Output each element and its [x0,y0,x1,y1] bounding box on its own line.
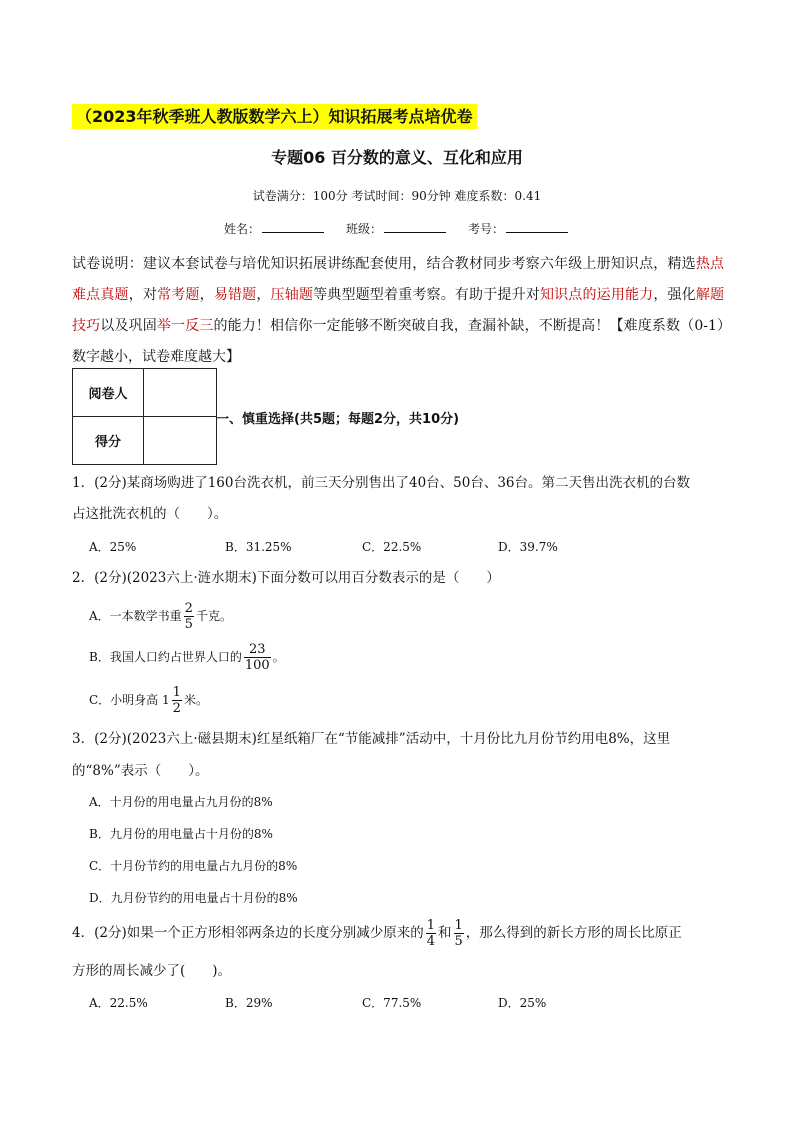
exam-instructions [72,249,724,373]
q2-option-a-unit: 千克。 [195,609,232,623]
name-blank[interactable] [262,220,324,233]
q2-option-c-unit: 米。 [183,693,208,707]
mixed-whole: 1 [162,693,170,707]
id-blank[interactable] [506,220,568,233]
q3-option-d[interactable]: D．九月份节约的用电量占十月份的8% [89,891,298,905]
fraction-numerator: 1 [172,685,181,700]
q2-option-b[interactable] [89,637,285,677]
reviewer-cell[interactable] [144,369,217,417]
class-label: 班级： [345,222,382,236]
q4-option-a[interactable]: A．22.5% [89,996,148,1010]
q4-option-d[interactable]: D．25% [498,996,547,1010]
fraction-denominator: 100 [244,658,270,673]
question-4-line1 [72,913,682,953]
fraction-numerator: 1 [426,918,435,933]
intro-text: ， [256,287,271,303]
q2-option-b-end: 。 [272,650,285,664]
score-label: 得分 [73,417,144,465]
q1-option-d[interactable]: D．39.7% [498,540,558,554]
name-label: 姓名： [223,222,260,236]
q4-text-pre: 4．(2分)如果一个正方形相邻两条边的长度分别减少原来的 [72,925,424,941]
intro-text: 试卷说明：建议本套试卷与培优知识拓展讲练配套使用，结合教材同步考察六年级上册知识点，精选 [72,256,696,272]
fraction-numerator: 2 [184,601,193,616]
intro-highlight: 易错题 [213,287,257,303]
question-4-line2: 方形的周长减少了( )。 [72,963,232,979]
intro-text: ，对 [128,287,158,303]
fraction-numerator: 1 [454,918,463,933]
intro-text: 等典型题型着重考察。有助于提升对 [313,287,540,303]
q4-text-and: 和 [438,925,452,941]
intro-text: ， [199,287,214,303]
fraction [172,685,182,716]
intro-highlight: 解题技巧 [72,287,725,334]
q4-option-c[interactable]: C．77.5% [362,996,422,1010]
id-label: 考号： [468,222,505,236]
exam-banner: （2023年秋季班人教版数学六上）知识拓展考点培优卷 [72,104,477,129]
question-3-line2: 的“8%”表示（ ）。 [72,763,209,779]
q2-option-c-text: C．小明身高 [89,693,159,707]
q3-option-a[interactable]: A．十月份的用电量占九月份的8% [89,795,273,809]
q1-option-b[interactable]: B．31.25% [225,540,292,554]
question-1-line1: 1．(2分)某商场购进了160台洗衣机，前三天分别售出了40台、50台、36台。第二天售出洗衣机的台数 [72,475,691,491]
question-2-line1: 2．(2分)(2023六上·涟水期末)下面分数可以用百分数表示的是（ ） [72,570,500,586]
fraction [454,918,464,949]
q3-option-b[interactable]: B．九月份的用电量占十月份的8% [89,827,273,841]
intro-highlight: 热点难点真题 [72,256,725,303]
q1-option-c[interactable]: C．22.5% [362,540,422,554]
question-1-line2: 占这批洗衣机的（ ）。 [72,506,228,522]
q3-option-c[interactable]: C．十月份节约的用电量占九月份的8% [89,859,298,873]
fraction-denominator: 5 [454,934,463,949]
reviewer-label: 阅卷人 [73,369,144,417]
intro-highlight: 常考题 [157,287,200,303]
q4-text-post: ，那么得到的新长方形的周长比原正 [465,925,682,941]
fraction-denominator: 2 [172,701,181,716]
score-cell[interactable] [144,417,217,465]
q2-option-a[interactable] [89,596,232,636]
intro-text: 的能力！相信你一定能够不断突破自我，查漏补缺，不断提高！【难度系数（0-1）数字越小，试卷难度越大】 [72,318,725,365]
grader-table [72,368,217,465]
fraction-denominator: 5 [184,617,193,632]
q2-option-b-text: B．我国人口约占世界人口的 [89,650,242,664]
fraction [244,642,271,673]
exam-meta: 试卷满分：100分 考试时间：90分钟 难度系数：0.41 [252,189,542,203]
question-3-line1: 3．(2分)(2023六上·磁县期末)红星纸箱厂在“节能减排”活动中，十月份比九月份节约用电8%，这里 [72,731,671,747]
student-info-row [0,220,794,238]
page-title: 专题06 百分数的意义、互化和应用 [271,148,523,167]
q2-option-c[interactable] [89,680,208,720]
fraction-numerator: 23 [244,642,271,658]
section-heading: 一、慎重选择(共5题；每题2分，共10分) [216,412,460,427]
intro-text: 以及巩固 [100,318,157,334]
fraction-denominator: 4 [426,934,435,949]
intro-highlight: 压轴题 [270,287,314,303]
q1-option-a[interactable]: A．25% [89,540,137,554]
q4-option-b[interactable]: B．29% [225,996,273,1010]
intro-highlight: 举一反三 [156,318,214,334]
intro-text: ，强化 [653,287,696,303]
q2-option-a-text: A．一本数学书重 [89,609,182,623]
fraction [184,601,194,632]
fraction [426,918,436,949]
class-blank[interactable] [384,220,446,233]
intro-highlight: 知识点的运用能力 [539,287,654,303]
